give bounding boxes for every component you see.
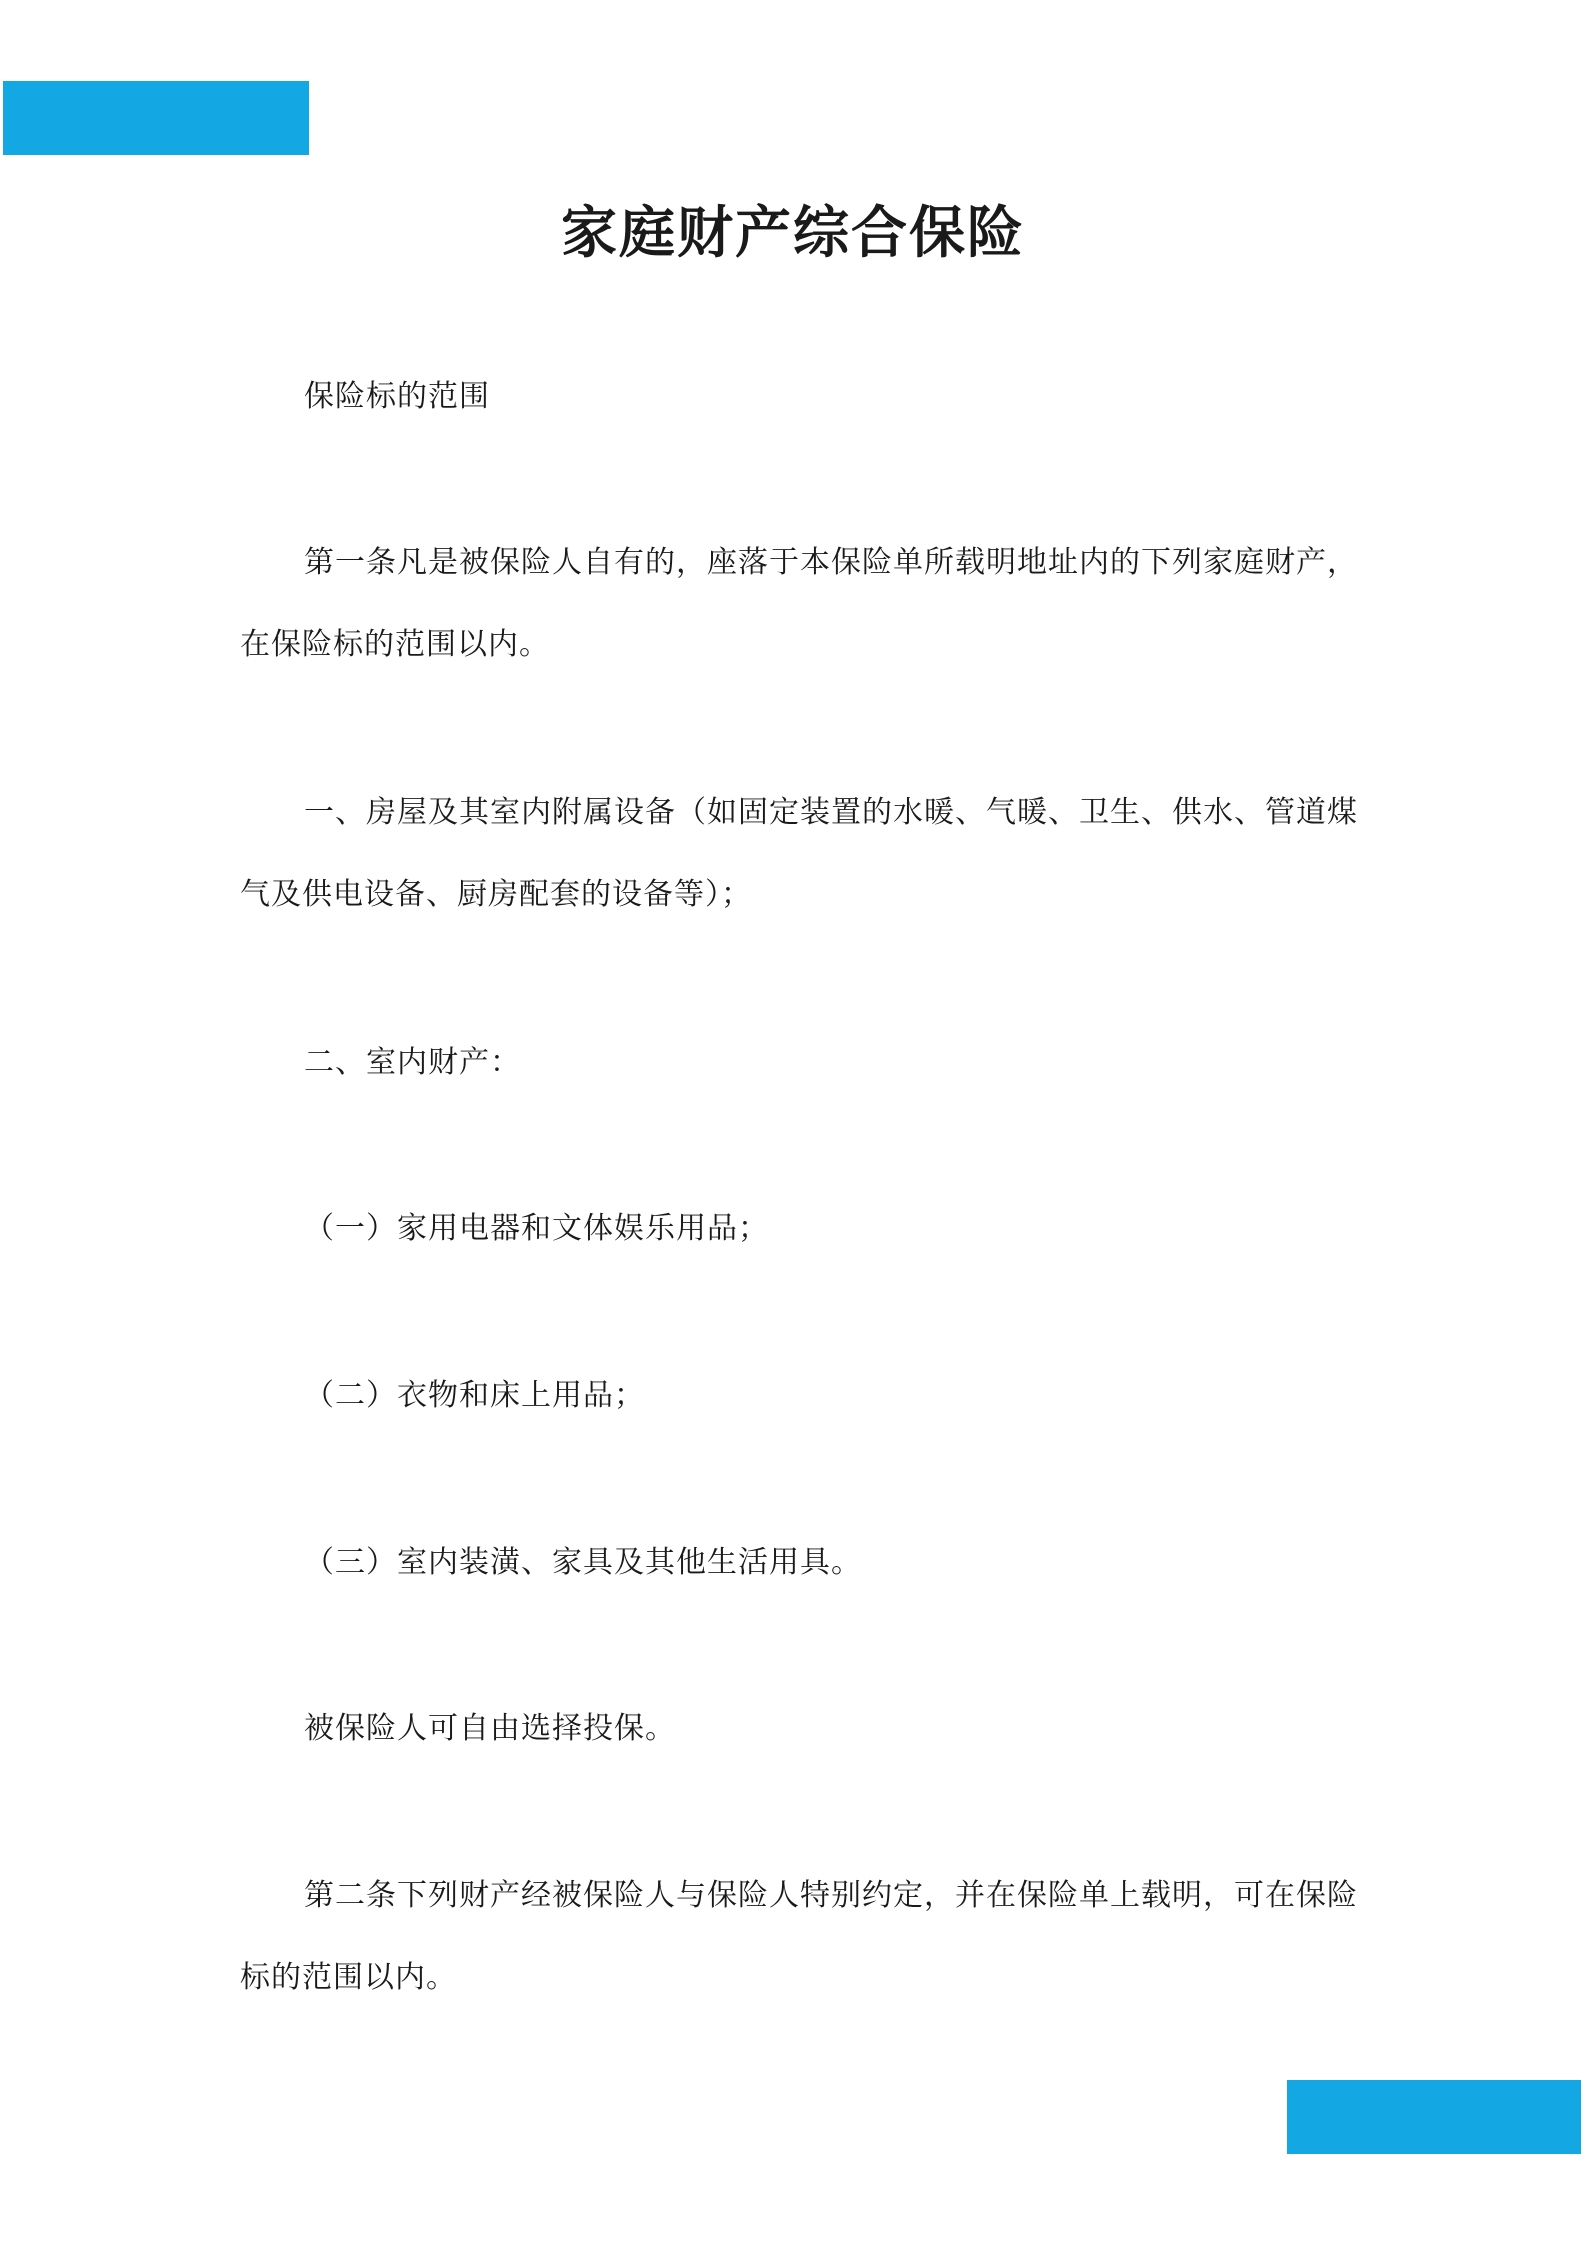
paragraph-subitem-clothing: （二）衣物和床上用品； [304,1378,645,1413]
document-title: 家庭财产综合保险 [561,201,1025,266]
bottom-accent-bar [1287,2080,1581,2154]
paragraph-article-2: 第二条下列财产经被保险人与保险人特别约定，并在保险单上载明，可在保险标的范围以内。 [240,1878,1358,1995]
paragraph-item-1-house: 一、房屋及其室内附属设备（如固定装置的水暖、气暖、卫生、供水、管道煤气及供电设备、厨房配套的设备等）； [240,795,1358,912]
section-heading-insured-scope: 保险标的范围 [304,379,490,414]
paragraph-subitem-decoration: （三）室内装潢、家具及其他生活用具。 [304,1545,862,1580]
top-accent-bar [3,81,309,155]
paragraph-subitem-appliances: （一）家用电器和文体娱乐用品； [304,1211,769,1246]
paragraph-free-choice: 被保险人可自由选择投保。 [304,1711,676,1746]
paragraph-article-1: 第一条凡是被保险人自有的，座落于本保险单所载明地址内的下列家庭财产，在保险标的范围以内。 [240,545,1358,662]
paragraph-item-2-indoor-property: 二、室内财产： [304,1045,521,1080]
